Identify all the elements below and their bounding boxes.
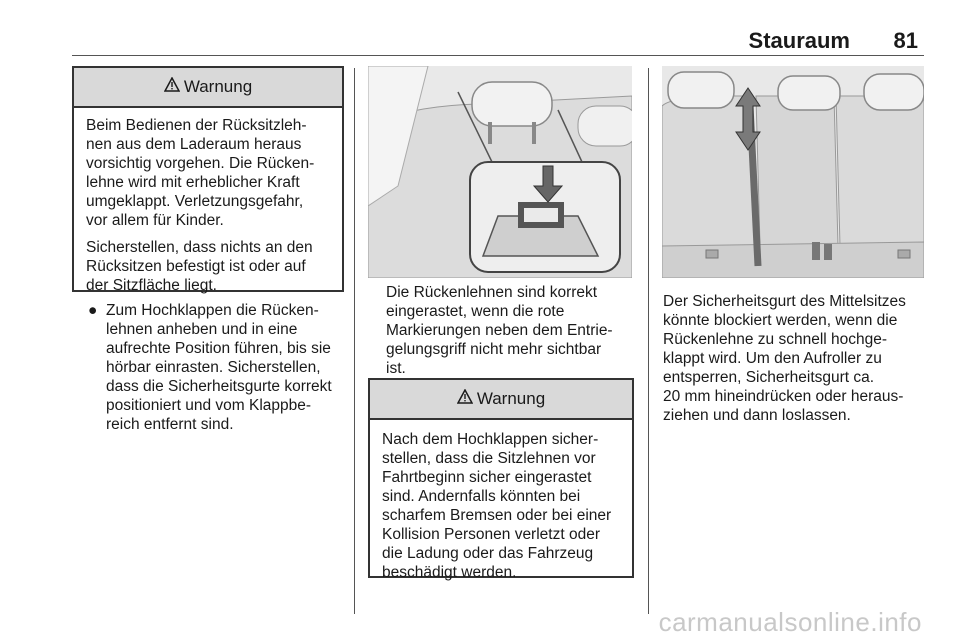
bullet-text	[106, 301, 350, 434]
warning-paragraph	[86, 116, 330, 230]
header-rule	[72, 55, 924, 56]
warning-triangle-icon	[164, 77, 180, 97]
text-line: Sicherstellen, dass nichts an den	[86, 239, 313, 256]
figure-caption-right	[663, 292, 931, 425]
text-line: vor allem für Kinder.	[86, 212, 224, 229]
text-line: die Ladung oder das Fahrzeug	[382, 545, 594, 562]
text-line: nen aus dem Laderaum heraus	[86, 136, 302, 153]
text-line: lehnen anheben und in eine	[106, 321, 298, 338]
text-line: könnte blockiert werden, wenn die	[663, 312, 898, 329]
text-line: reich entfernt sind.	[106, 416, 234, 433]
text-line: beschädigt werden.	[382, 564, 517, 581]
text-line: Zum Hochklappen die Rücken-	[106, 302, 319, 319]
text-line: lehne wird mit erheblicher Kraft	[86, 174, 300, 191]
text-line: aufrechte Position führen, bis sie	[106, 340, 331, 357]
bullet-dot: ●	[88, 302, 98, 319]
bullet-item	[88, 301, 350, 434]
text-line: Rückenlehne zu schnell hochge-	[663, 331, 888, 348]
warning-body	[74, 108, 342, 303]
text-line: Markierungen neben dem Entrie-	[386, 322, 613, 339]
warning-box-left	[72, 66, 344, 292]
text-line: Fahrtbeginn sicher eingerastet	[382, 469, 592, 486]
text-line: hörbar einrasten. Sicherstellen,	[106, 359, 321, 376]
warning-paragraph	[86, 238, 330, 295]
text-line: gelungsgriff nicht mehr sichtbar	[386, 341, 602, 358]
text-line: klappt wird. Um den Aufroller zu	[663, 350, 882, 367]
text-line: vorsichtig vorgehen. Die Rücken-	[86, 155, 315, 172]
warning-box-middle	[368, 378, 634, 581]
warning-title: Warnung	[476, 389, 546, 408]
text-line: sind. Andernfalls könnten bei	[382, 488, 581, 505]
text-line: dass die Sicherheitsgurte korrekt	[106, 378, 332, 395]
warning-header	[74, 68, 342, 108]
text-line: positioniert und vom Klappbe-	[106, 397, 312, 414]
text-line: Der Sicherheitsgurt des Mittelsitzes	[663, 293, 906, 310]
column-divider-1	[354, 68, 355, 614]
figure-caption-middle	[386, 283, 636, 378]
text-line: 20 mm hineindrücken oder heraus-	[663, 388, 904, 405]
warning-body	[370, 420, 632, 590]
text-line: eingerastet, wenn die rote	[386, 303, 565, 320]
text-line: ist.	[386, 360, 406, 377]
warning-title: Warnung	[183, 77, 253, 96]
page-number: 81	[893, 28, 918, 53]
text-line: Nach dem Hochklappen sicher-	[382, 431, 599, 448]
text-line: Rücksitzen befestigt ist oder auf	[86, 258, 306, 275]
text-line: stellen, dass die Sitzlehnen vor	[382, 450, 596, 467]
figure-backrest-latch	[368, 66, 632, 278]
watermark: carmanualsonline.info	[658, 607, 922, 637]
text-line: Kollision Personen verletzt oder	[382, 526, 600, 543]
warning-triangle-icon	[457, 389, 473, 409]
text-line: der Sitzfläche liegt.	[86, 277, 217, 294]
text-line: ziehen und dann loslassen.	[663, 407, 851, 424]
warning-header	[370, 380, 632, 420]
text-line: umgeklappt. Verletzungsgefahr,	[86, 193, 304, 210]
figure-center-seatbelt	[662, 66, 924, 278]
section-title: Stauraum	[748, 28, 850, 53]
text-line: Die Rückenlehnen sind korrekt	[386, 284, 598, 301]
text-line: Beim Bedienen der Rücksitzleh-	[86, 117, 307, 134]
text-line: scharfem Bremsen oder bei einer	[382, 507, 612, 524]
text-line: entsperren, Sicherheitsgurt ca.	[663, 369, 875, 386]
column-divider-2	[648, 68, 649, 614]
